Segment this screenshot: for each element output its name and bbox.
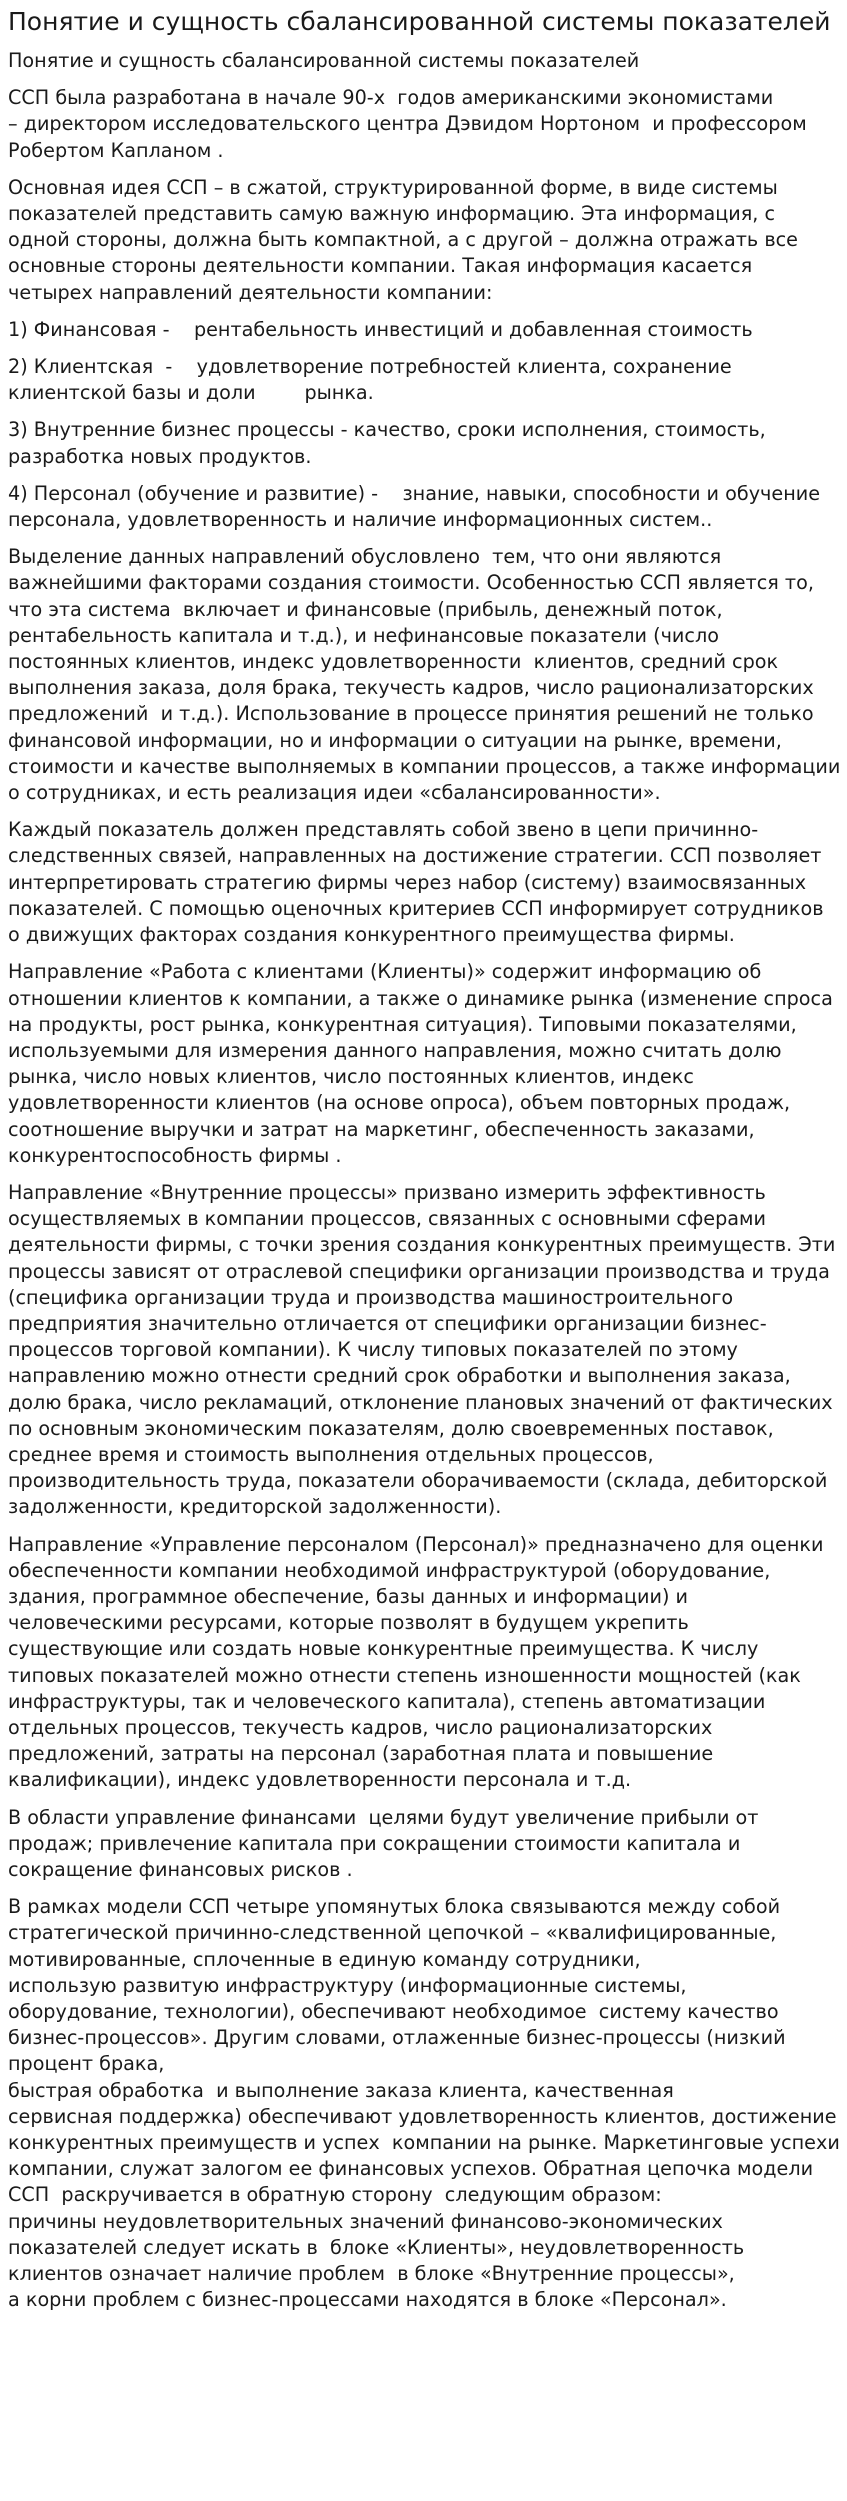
list-item-financial: 1) Финансовая - рентабельность инвестиций и добавленная стоимость bbox=[8, 317, 753, 341]
list-item-personnel: 4) Персонал (обучение и развитие) - знание, навыки, способности и обучение персонала, удовлетворенность и наличие информационных систем.. bbox=[8, 481, 827, 532]
paragraph-directions: Выделение данных направлений обусловлено тем, что они являются важнейшими факторами создания стоимости. Особенностью ССП является то, что эта система включает и финансовые (прибыль, денежный поток, рентабельность капитала и т.д.), и нефинансовые показатели (число постоянных клиентов, индекс удовлетворенности клиентов, средний срок выполнения заказа, доля брака, текучесть кадров, число рационализаторских предложений и т.д.). Использование в процессе принятия решений не только финансовой информации, но и информации о ситуации на рынке, времени, стоимости и качестве выполняемых в компании процессов, а также информации о сотрудниках, и есть реализация идеи «сбалансированности». bbox=[8, 545, 847, 805]
paragraph-personnel-direction: Направление «Управление персоналом (Персонал)» предназначено для оценки обеспеченности компании необходимой инфраструктурой (оборудование, здания, программное обеспечение, базы данных и информации) и человеческими ресурсами, которые позволят в будущем укрепить существующие или создать новые конкурентные преимущества. К числу типовых показателей можно отнести степень изношенности мощностей (как инфраструктуры, так и человеческого капитала), степень автоматизации отдельных процессов, текучесть кадров, число рационализаторских предложений, затраты на персонал (заработная плата и повышение квалификации), индекс удовлетворенности персонала и т.д. bbox=[8, 1532, 830, 1792]
page-title: Понятие и сущность сбалансированной системы показателей bbox=[8, 7, 831, 36]
paragraph-processes-direction: Направление «Внутренние процессы» призвано измерить эффективность осуществляемых в компании процессов, связанных с основными сферами деятельности фирмы, с точки зрения создания конкурентных преимуществ. Эти процессы зависят от отраслевой специфики организации производства и труда (специфика организации труда и производства машиностроительного предприятия значительно отличается от специфики организации бизнес-процессов торговой компании). К числу типовых показателей по этому направлению можно отнести средний срок обработки и выполнения заказа, долю брака, число рекламаций, отклонение плановых значений от фактических по основным экономическим показателям, долю своевременных поставок, среднее время и стоимость выполнения отдельных процессов, производительность труда, показатели оборачиваемости (склада, дебиторской задолженности, кредиторской задолженности). bbox=[8, 1180, 842, 1519]
paragraph-origin: ССП была разработана в начале 90-х годов американскими экономистами – директором исследовательского центра Дэвидом Нортоном и профессором Робертом Капланом . bbox=[8, 86, 807, 162]
paragraph-finance-goals: В области управление финансами целями будут увеличение прибыли от продаж; привлечение капитала при сокращении стоимости капитала и сокращение финансовых рисков . bbox=[8, 1805, 765, 1881]
subtitle-paragraph: Понятие и сущность сбалансированной системы показателей bbox=[8, 49, 640, 72]
list-item-internal-processes: 3) Внутренние бизнес процессы - качество, сроки исполнения, стоимость, разработка новых продуктов. bbox=[8, 418, 766, 468]
paragraph-indicators-chain: Каждый показатель должен представлять собой звено в цепи причинно-следственных связей, направленных на достижение стратегии. ССП позволяет интерпретировать стратегию фирмы через набор (систему) взаимосвязанных показателей. С помощью оценочных критериев ССП информирует сотрудников о движущих факторах создания конкурентного преимущества фирмы. bbox=[8, 818, 830, 947]
paragraph-main-idea: Основная идея ССП – в сжатой, структурированной форме, в виде системы показателей представить самую важную информацию. Эта информация, с одной стороны, должна быть компактной, а с другой – должна отражать все основные стороны деятельности компании. Такая информация касается четырех направлений деятельности компании: bbox=[8, 175, 805, 304]
list-item-client: 2) Клиентская - удовлетворение потребностей клиента, сохранение клиентской базы и доли рынка. bbox=[8, 355, 732, 405]
paragraph-clients-direction: Направление «Работа с клиентами (Клиенты)» содержит информацию об отношении клиентов к компании, а также о динамике рынка (изменение спроса на продукты, рост рынка, конкурентная ситуация). Типовыми показателями, используемыми для измерения данного направления, можно считать долю рынка, число новых клиентов, число постоянных клиентов, индекс удовлетворенности клиентов (на основе опроса), объем повторных продаж, соотношение выручки и затрат на маркетинг, обеспеченность заказами, конкурентоспособность фирмы . bbox=[8, 960, 839, 1167]
paragraph-causal-chain: В рамках модели ССП четыре упомянутых блока связываются между собой стратегической причинно-следственной цепочкой – «квалифицированные, мотивированные, сплоченные в единую команду сотрудники, использую развитую инфраструктуру (информационные системы, оборудование, технологии), обеспечивают необходимое систему качество бизнес-процессов». Другим словами, отлаженные бизнес-процессы (низкий процент брака, быстрая обработка и выполнение заказа клиента, качественная сервисная поддержка) обеспечивают удовлетворенность клиентов, достижение конкурентных преимуществ и успех компании на рынке. Маркетинговые успехи компании, служат залогом ее финансовых успехов. Обратная цепочка модели ССП раскручивается в обратную сторону следующим образом: причины неудовлетворительных значений финансово-экономических показателей следует искать в блоке «Клиенты», неудовлетворенность клиентов означает наличие проблем в блоке «Внутренние процессы», а корни проблем с бизнес-процессами находятся в блоке «Персонал». bbox=[8, 1895, 840, 2312]
